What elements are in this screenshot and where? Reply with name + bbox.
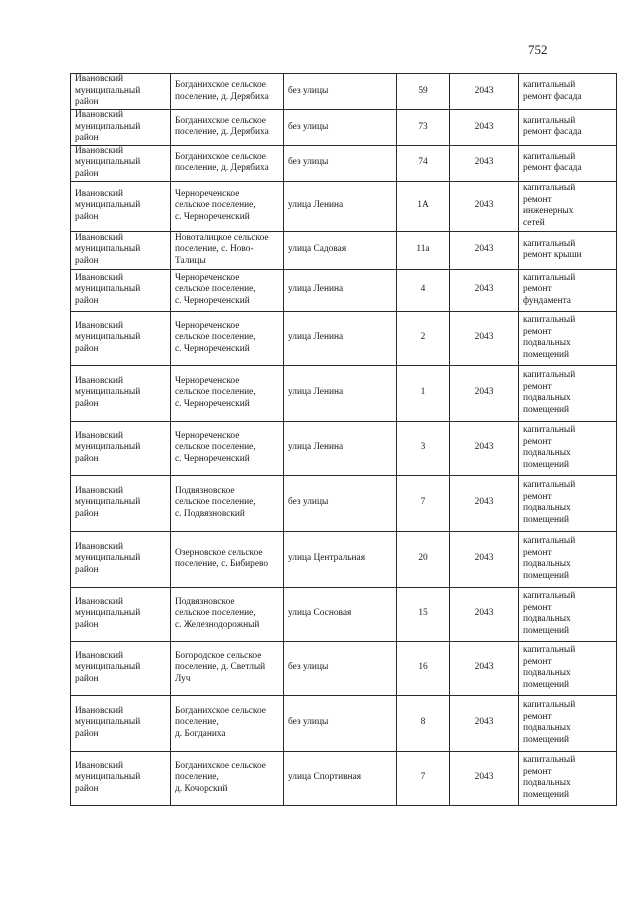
work-type-cell-line: подвальных xyxy=(523,503,571,513)
street-cell: без улицы xyxy=(284,641,397,695)
settlement-cell-line: с. Чернореченский xyxy=(175,211,250,222)
district-cell xyxy=(71,641,171,695)
work-type-cell-line: капитальный xyxy=(523,370,576,380)
street-cell: улица Ленина xyxy=(284,365,397,421)
settlement-cell xyxy=(171,531,284,587)
settlement-cell-line: Богородское сельское xyxy=(175,650,262,661)
settlement-cell-line: Богданихское сельское xyxy=(175,151,266,162)
district-cell-line: муниципальный xyxy=(75,157,141,168)
district-cell-line: Ивановский xyxy=(75,485,124,496)
district-cell xyxy=(71,311,171,365)
table-row xyxy=(71,531,617,587)
district-cell-line: муниципальный xyxy=(75,553,141,564)
table-row xyxy=(71,231,617,269)
work-type-cell-line: ремонт xyxy=(523,491,552,502)
work-type-cell-line: капитальный xyxy=(523,151,576,162)
work-type-cell-line: ремонт фасада xyxy=(523,127,582,138)
house-number-cell: 4 xyxy=(397,269,450,311)
table-row xyxy=(71,475,617,531)
work-type-cell-line: капитальный xyxy=(523,272,576,283)
work-type-cell-line: помещений xyxy=(523,570,570,581)
settlement-cell xyxy=(171,751,284,805)
district-cell xyxy=(71,531,171,587)
street-cell: без улицы xyxy=(284,475,397,531)
district-cell-line: район xyxy=(75,168,99,179)
settlement-cell-line: Чернореченское xyxy=(175,375,240,386)
settlement-cell-line: Чернореченское xyxy=(175,430,240,441)
work-type-cell xyxy=(519,74,617,110)
house-number-cell: 1А xyxy=(397,181,450,231)
district-cell-line: Ивановский xyxy=(75,272,124,283)
settlement-cell-line: сельское поселение, xyxy=(175,608,256,619)
work-type-cell xyxy=(519,231,617,269)
settlement-cell-line: д. Кочорский xyxy=(175,783,228,794)
settlement-cell xyxy=(171,145,284,181)
work-type-cell xyxy=(519,145,617,181)
year-cell: 2043 xyxy=(450,587,519,641)
work-type-cell-line: капитальный xyxy=(523,115,576,126)
district-cell xyxy=(71,365,171,421)
settlement-cell xyxy=(171,365,284,421)
street-cell: улица Ленина xyxy=(284,269,397,311)
district-cell-line: район xyxy=(75,295,99,306)
work-type-cell-line: ремонт фасада xyxy=(523,163,582,173)
settlement-cell-line: сельское поселение, xyxy=(175,497,256,508)
year-cell: 2043 xyxy=(450,269,519,311)
district-cell-line: муниципальный xyxy=(75,244,141,255)
table-row xyxy=(71,421,617,475)
table-row xyxy=(71,269,617,311)
district-cell-line: район xyxy=(75,564,99,575)
house-number-cell: 8 xyxy=(397,695,450,751)
district-cell-line: муниципальный xyxy=(75,608,141,619)
work-type-cell-line: помещений xyxy=(523,734,570,745)
house-number-cell: 1 xyxy=(397,365,450,421)
district-cell xyxy=(71,475,171,531)
year-cell: 2043 xyxy=(450,695,519,751)
settlement-cell-line: сельское поселение, xyxy=(175,442,256,453)
work-type-cell-line: подвальных xyxy=(523,448,571,458)
street-cell: улица Ленина xyxy=(284,311,397,365)
district-cell-line: муниципальный xyxy=(75,85,141,96)
settlement-cell-line: поселение, д. Дерябиха xyxy=(175,91,269,102)
district-cell-line: Ивановский xyxy=(75,188,124,199)
work-type-cell-line: ремонт xyxy=(523,547,552,558)
work-type-cell-line: фундамента xyxy=(523,295,571,306)
work-type-cell-line: помещений xyxy=(523,404,570,415)
street-cell: улица Ленина xyxy=(284,421,397,475)
settlement-cell-line: Богданихское сельское xyxy=(175,80,266,90)
year-cell: 2043 xyxy=(450,181,519,231)
work-type-cell-line: капитальный xyxy=(523,238,576,249)
work-type-cell xyxy=(519,269,617,311)
settlement-cell-line: с. Чернореченский xyxy=(175,398,250,409)
district-cell-line: Ивановский xyxy=(75,760,124,771)
work-type-cell-line: ремонт фасада xyxy=(523,91,582,102)
district-cell-line: Ивановский xyxy=(75,74,124,85)
year-cell: 2043 xyxy=(450,365,519,421)
work-type-cell xyxy=(519,475,617,531)
settlement-cell xyxy=(171,587,284,641)
work-type-cell xyxy=(519,751,617,805)
settlement-cell-line: сельское поселение, xyxy=(175,200,256,211)
work-type-cell xyxy=(519,531,617,587)
street-cell: улица Спортивная xyxy=(284,751,397,805)
district-cell xyxy=(71,110,171,146)
street-cell: без улицы xyxy=(284,695,397,751)
settlement-cell-line: Подвязновское xyxy=(175,485,235,496)
street-cell: без улицы xyxy=(284,110,397,146)
house-number-cell: 59 xyxy=(397,74,450,110)
year-cell: 2043 xyxy=(450,421,519,475)
district-cell-line: муниципальный xyxy=(75,387,141,398)
year-cell: 2043 xyxy=(450,641,519,695)
district-cell-line: Ивановский xyxy=(75,541,124,552)
district-cell-line: муниципальный xyxy=(75,332,141,343)
table-row xyxy=(71,641,617,695)
settlement-cell-line: д. Богданиха xyxy=(175,728,226,739)
district-cell-line: район xyxy=(75,783,99,794)
work-type-cell-line: капитальный xyxy=(523,315,576,325)
street-cell: без улицы xyxy=(284,145,397,181)
settlement-cell-line: поселение, xyxy=(175,772,219,783)
page-number: 752 xyxy=(528,42,548,57)
district-cell-line: Ивановский xyxy=(75,430,124,441)
house-number-cell: 16 xyxy=(397,641,450,695)
year-cell: 2043 xyxy=(450,531,519,587)
work-type-cell-line: ремонт xyxy=(523,766,552,777)
settlement-cell xyxy=(171,475,284,531)
work-type-cell-line: капитальный xyxy=(523,536,576,546)
district-cell-line: муниципальный xyxy=(75,200,141,211)
district-cell-line: муниципальный xyxy=(75,662,141,673)
work-type-cell-line: ремонт xyxy=(523,602,552,613)
table-row xyxy=(71,145,617,181)
district-cell-line: район xyxy=(75,97,99,108)
settlement-cell-line: с. Чернореченский xyxy=(175,453,250,464)
district-cell-line: муниципальный xyxy=(75,284,141,295)
house-number-cell: 11а xyxy=(397,231,450,269)
work-type-cell-line: подвальных xyxy=(523,614,571,624)
work-type-cell-line: помещений xyxy=(523,514,570,525)
table-row xyxy=(71,695,617,751)
settlement-cell-line: сельское поселение, xyxy=(175,332,256,343)
district-cell-line: район xyxy=(75,453,99,464)
work-type-cell-line: ремонт xyxy=(523,656,552,667)
year-cell: 2043 xyxy=(450,311,519,365)
table-row xyxy=(71,311,617,365)
work-type-cell-line: капитальный xyxy=(523,183,576,193)
work-type-cell-line: ремонт крыши xyxy=(523,250,582,260)
registry-table xyxy=(70,73,617,806)
district-cell-line: район xyxy=(75,398,99,409)
street-cell: без улицы xyxy=(284,74,397,110)
work-type-cell xyxy=(519,641,617,695)
house-number-cell: 73 xyxy=(397,110,450,146)
work-type-cell-line: помещений xyxy=(523,349,570,360)
district-cell-line: район xyxy=(75,343,99,354)
settlement-cell xyxy=(171,74,284,110)
settlement-cell-line: с. Железнодорожный xyxy=(175,619,260,630)
house-number-cell: 3 xyxy=(397,421,450,475)
district-cell xyxy=(71,751,171,805)
work-type-cell xyxy=(519,365,617,421)
table-row xyxy=(71,365,617,421)
district-cell-line: Ивановский xyxy=(75,110,124,120)
work-type-cell-line: подвальных xyxy=(523,778,571,788)
year-cell: 2043 xyxy=(450,751,519,805)
street-cell: улица Ленина xyxy=(284,181,397,231)
settlement-cell-line: с. Чернореченский xyxy=(175,343,250,354)
work-type-cell-line: подвальных xyxy=(523,338,571,348)
registry-table-body xyxy=(71,74,617,806)
district-cell xyxy=(71,421,171,475)
settlement-cell-line: Луч xyxy=(175,673,191,684)
work-type-cell-line: помещений xyxy=(523,459,570,470)
work-type-cell-line: капитальный xyxy=(523,480,576,490)
district-cell-line: район xyxy=(75,133,99,143)
settlement-cell-line: сельское поселение, xyxy=(175,387,256,398)
settlement-cell-line: Богданихское сельское xyxy=(175,760,266,771)
street-cell: улица Центральная xyxy=(284,531,397,587)
district-cell xyxy=(71,269,171,311)
district-cell-line: район xyxy=(75,255,99,266)
table-row xyxy=(71,181,617,231)
year-cell: 2043 xyxy=(450,231,519,269)
work-type-cell-line: сетей xyxy=(523,217,545,228)
work-type-cell-line: подвальных xyxy=(523,559,571,569)
street-cell: улица Садовая xyxy=(284,231,397,269)
work-type-cell-line: капитальный xyxy=(523,700,576,710)
table-row xyxy=(71,751,617,805)
settlement-cell-line: сельское поселение, xyxy=(175,284,256,295)
settlement-cell xyxy=(171,231,284,269)
district-cell xyxy=(71,74,171,110)
table-row xyxy=(71,110,617,146)
settlement-cell-line: Чернореченское xyxy=(175,188,240,199)
work-type-cell-line: помещений xyxy=(523,625,570,636)
settlement-cell-line: Богданихское сельское xyxy=(175,115,266,126)
house-number-cell: 7 xyxy=(397,475,450,531)
district-cell-line: Ивановский xyxy=(75,375,124,386)
settlement-cell-line: Талицы xyxy=(175,255,206,266)
district-cell xyxy=(71,587,171,641)
work-type-cell-line: подвальных xyxy=(523,393,571,403)
settlement-cell-line: с. Чернореченский xyxy=(175,295,250,306)
year-cell: 2043 xyxy=(450,110,519,146)
work-type-cell xyxy=(519,421,617,475)
work-type-cell-line: ремонт xyxy=(523,436,552,447)
work-type-cell-line: ремонт xyxy=(523,326,552,337)
district-cell-line: Ивановский xyxy=(75,232,124,243)
settlement-cell-line: поселение, д. Дерябиха xyxy=(175,127,269,138)
house-number-cell: 20 xyxy=(397,531,450,587)
district-cell-line: муниципальный xyxy=(75,442,141,453)
work-type-cell xyxy=(519,695,617,751)
settlement-cell-line: поселение, д. Дерябиха xyxy=(175,163,269,173)
settlement-cell-line: Чернореченское xyxy=(175,272,240,283)
work-type-cell xyxy=(519,181,617,231)
settlement-cell-line: Подвязновское xyxy=(175,596,235,607)
house-number-cell: 7 xyxy=(397,751,450,805)
settlement-cell-line: поселение, с. Бибирево xyxy=(175,559,269,569)
work-type-cell-line: капитальный xyxy=(523,755,576,765)
work-type-cell-line: капитальный xyxy=(523,425,576,435)
district-cell xyxy=(71,145,171,181)
work-type-cell-line: помещений xyxy=(523,789,570,800)
settlement-cell xyxy=(171,311,284,365)
table-row xyxy=(71,74,617,110)
settlement-cell xyxy=(171,641,284,695)
work-type-cell-line: ремонт xyxy=(523,284,552,295)
district-cell-line: район xyxy=(75,673,99,684)
district-cell-line: муниципальный xyxy=(75,497,141,508)
work-type-cell-line: капитальный xyxy=(523,80,576,90)
district-cell xyxy=(71,695,171,751)
settlement-cell-line: Озерновское сельское xyxy=(175,547,263,558)
district-cell-line: район xyxy=(75,728,99,739)
work-type-cell-line: ремонт xyxy=(523,194,552,205)
settlement-cell-line: с. Подвязновский xyxy=(175,508,245,519)
district-cell xyxy=(71,181,171,231)
street-cell: улица Сосновая xyxy=(284,587,397,641)
district-cell-line: Ивановский xyxy=(75,320,124,331)
work-type-cell xyxy=(519,587,617,641)
district-cell-line: Ивановский xyxy=(75,145,124,156)
work-type-cell xyxy=(519,311,617,365)
work-type-cell-line: подвальных xyxy=(523,723,571,733)
work-type-cell-line: ремонт xyxy=(523,711,552,722)
settlement-cell-line: Чернореченское xyxy=(175,320,240,331)
year-cell: 2043 xyxy=(450,74,519,110)
settlement-cell-line: Богданихское сельское xyxy=(175,705,266,716)
settlement-cell-line: Новоталицкое сельское xyxy=(175,232,269,243)
district-cell-line: район xyxy=(75,619,99,630)
settlement-cell-line: поселение, д. Светлый xyxy=(175,662,266,673)
district-cell-line: муниципальный xyxy=(75,772,141,783)
district-cell-line: Ивановский xyxy=(75,650,124,661)
table-row xyxy=(71,587,617,641)
work-type-cell-line: ремонт xyxy=(523,381,552,392)
house-number-cell: 15 xyxy=(397,587,450,641)
district-cell-line: район xyxy=(75,211,99,222)
district-cell-line: Ивановский xyxy=(75,596,124,607)
year-cell: 2043 xyxy=(450,475,519,531)
work-type-cell-line: капитальный xyxy=(523,645,576,655)
settlement-cell xyxy=(171,110,284,146)
year-cell: 2043 xyxy=(450,145,519,181)
settlement-cell xyxy=(171,421,284,475)
district-cell-line: муниципальный xyxy=(75,121,141,132)
work-type-cell-line: подвальных xyxy=(523,668,571,678)
district-cell-line: Ивановский xyxy=(75,705,124,716)
settlement-cell-line: поселение, с. Ново- xyxy=(175,244,254,255)
settlement-cell xyxy=(171,269,284,311)
district-cell-line: район xyxy=(75,508,99,519)
house-number-cell: 74 xyxy=(397,145,450,181)
work-type-cell-line: помещений xyxy=(523,679,570,690)
work-type-cell-line: капитальный xyxy=(523,591,576,601)
settlement-cell-line: поселение, xyxy=(175,717,219,728)
settlement-cell xyxy=(171,181,284,231)
district-cell xyxy=(71,231,171,269)
settlement-cell xyxy=(171,695,284,751)
work-type-cell xyxy=(519,110,617,146)
work-type-cell-line: инженерных xyxy=(523,206,574,216)
house-number-cell: 2 xyxy=(397,311,450,365)
district-cell-line: муниципальный xyxy=(75,717,141,728)
